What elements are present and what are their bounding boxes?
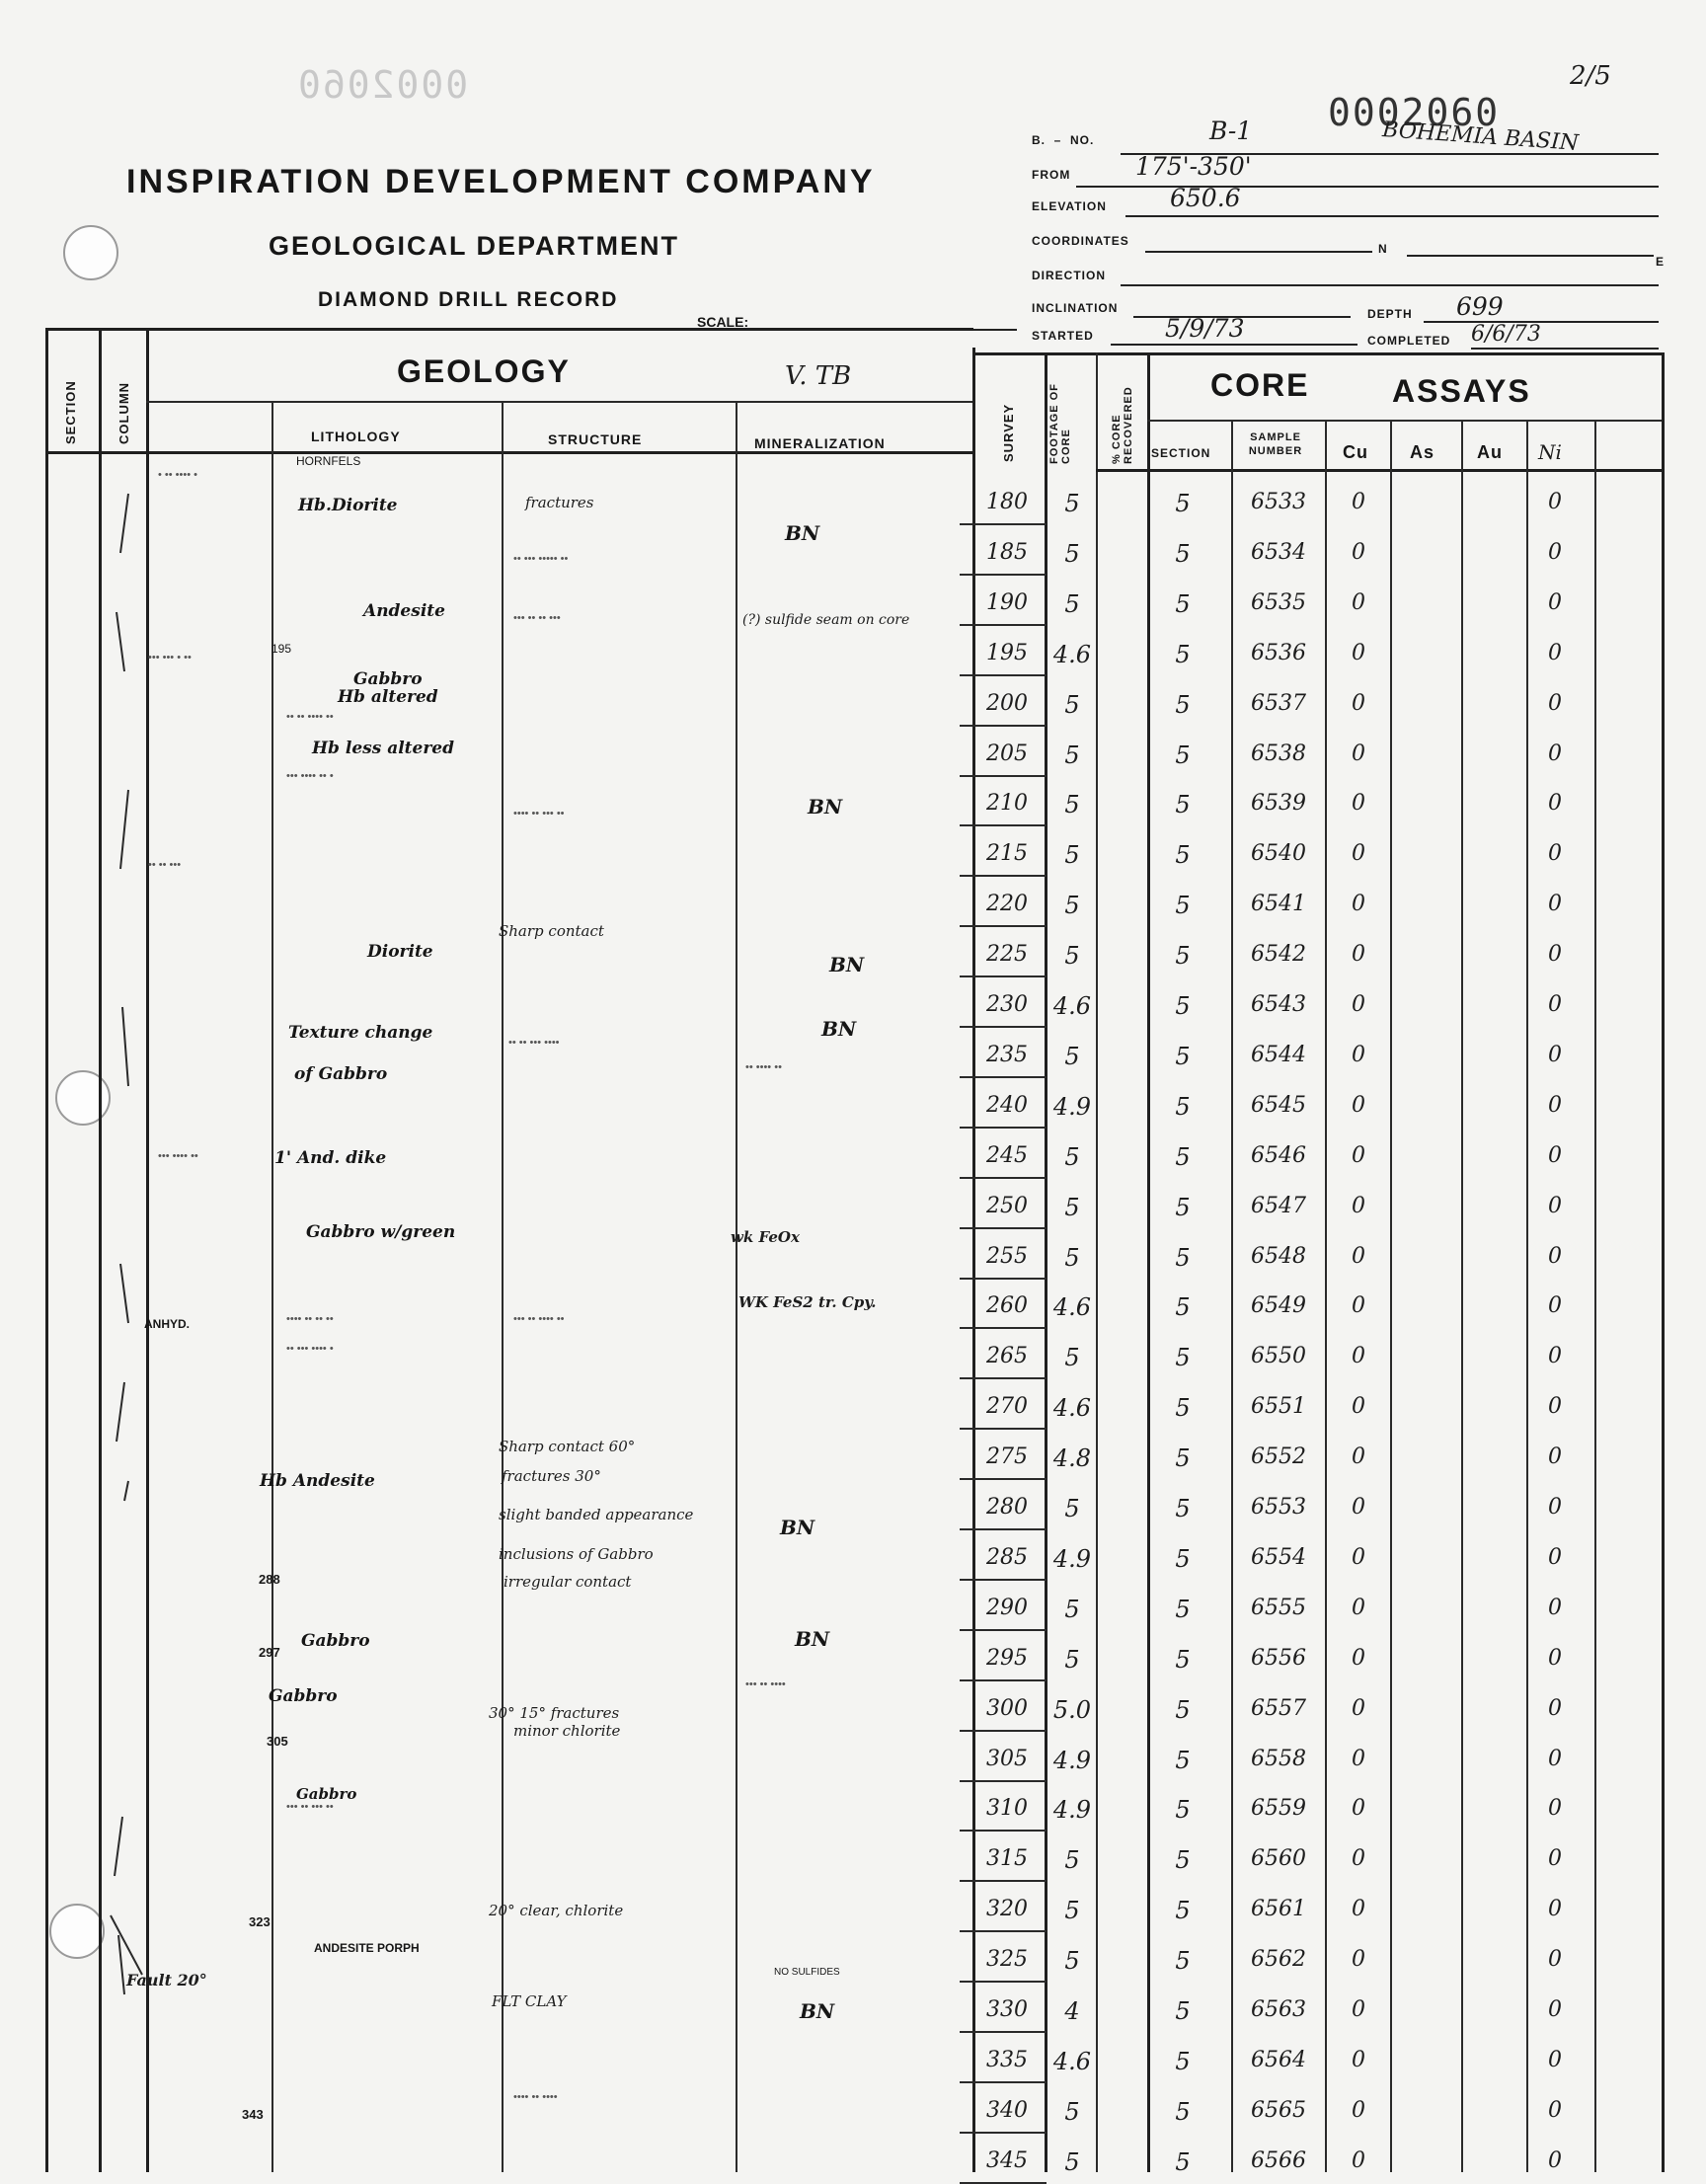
scale-label: SCALE:	[697, 314, 749, 330]
cu-cell: 0	[1352, 892, 1365, 917]
survey-tick-line	[960, 523, 1047, 525]
footage-cell: 4.9	[1052, 1746, 1092, 1774]
depth-value: 699	[1456, 292, 1504, 321]
ni-cell: 0	[1548, 1695, 1562, 1721]
survey-cell: 280	[986, 1495, 1028, 1520]
sample-number-cell: 6540	[1251, 841, 1306, 867]
ni-cell: 0	[1548, 1444, 1562, 1470]
survey-tick-line	[960, 925, 1047, 927]
column-strokes	[99, 454, 148, 2172]
ni-cell: 0	[1548, 1495, 1562, 1520]
footage-cell: 4.6	[1052, 992, 1092, 1020]
survey-tick-line	[960, 1579, 1047, 1581]
survey-cell: 250	[986, 1193, 1028, 1218]
mineralization-header: MINERALIZATION	[754, 435, 886, 451]
survey-tick-line	[960, 824, 1047, 826]
ni-cell: 0	[1548, 690, 1562, 716]
ni-cell: 0	[1548, 640, 1562, 665]
section-cell: 5	[1175, 1495, 1191, 1522]
survey-tick-line	[960, 1278, 1047, 1280]
sample-number-cell: 6555	[1251, 1595, 1306, 1620]
sample-number-cell: 6546	[1251, 1142, 1306, 1168]
footage-cell: 4.8	[1052, 1444, 1092, 1473]
sample-number-cell: 6566	[1251, 2147, 1306, 2173]
survey-cell: 190	[986, 589, 1028, 615]
coord-e-label: E	[1656, 255, 1666, 269]
survey-cell: 255	[986, 1243, 1028, 1269]
sample-number-header: SAMPLE NUMBER	[1248, 431, 1303, 457]
survey-cell: 320	[986, 1897, 1028, 1922]
survey-tick-line	[960, 875, 1047, 877]
footage-cell: 5	[1064, 690, 1080, 719]
cu-cell: 0	[1352, 1092, 1365, 1118]
section-cell: 5	[1175, 1595, 1191, 1623]
footage-cell: 4.6	[1052, 2047, 1092, 2075]
section-cell: 5	[1175, 1544, 1191, 1573]
cu-cell: 0	[1352, 1695, 1365, 1721]
ni-cell: 0	[1548, 1645, 1562, 1671]
cu-cell: 0	[1352, 1595, 1365, 1620]
cu-cell: 0	[1352, 1344, 1365, 1369]
cu-cell: 0	[1352, 1193, 1365, 1218]
survey-cell: 185	[986, 539, 1028, 565]
footage-cell: 4	[1064, 1997, 1080, 2025]
footage-cell: 5	[1064, 892, 1080, 920]
survey-tick-line	[960, 975, 1047, 977]
as-header: As	[1410, 442, 1435, 462]
sample-number-cell: 6537	[1251, 690, 1306, 716]
section-cell: 5	[1175, 1142, 1191, 1171]
page-number: 2/5	[1570, 61, 1611, 91]
binder-hole-top	[63, 225, 118, 280]
section-cell: 5	[1175, 1444, 1191, 1473]
ni-cell: 0	[1548, 1846, 1562, 1872]
cu-cell: 0	[1352, 1796, 1365, 1822]
cu-cell: 0	[1352, 1042, 1365, 1067]
cu-cell: 0	[1352, 1846, 1365, 1872]
cu-cell: 0	[1352, 690, 1365, 716]
footage-column-header: FOOTAGE OF CORE	[1048, 383, 1072, 464]
ni-cell: 0	[1548, 1796, 1562, 1822]
cu-cell: 0	[1352, 640, 1365, 665]
sample-number-cell: 6557	[1251, 1695, 1306, 1721]
footage-cell: 5	[1064, 1846, 1080, 1875]
survey-tick-line	[960, 1528, 1047, 1530]
ni-cell: 0	[1548, 892, 1562, 917]
completed-label: COMPLETED	[1367, 334, 1451, 348]
footage-cell: 5	[1064, 791, 1080, 819]
binder-hole-bottom	[49, 1904, 105, 1959]
cu-cell: 0	[1352, 1293, 1365, 1319]
survey-tick-line	[960, 1981, 1047, 1983]
section-cell: 5	[1175, 2047, 1191, 2075]
survey-tick-line	[960, 1780, 1047, 1782]
location-value: BOHEMIA BASIN	[1381, 117, 1580, 156]
column-column-header: COLUMN	[116, 381, 131, 444]
section-cell: 5	[1175, 539, 1191, 568]
section-cell: 5	[1175, 2097, 1191, 2126]
ni-cell: 0	[1548, 2147, 1562, 2173]
elevation-value: 650.6	[1170, 184, 1241, 212]
cu-cell: 0	[1352, 1142, 1365, 1168]
survey-column-header: SURVEY	[1001, 403, 1016, 462]
sample-number-cell: 6544	[1251, 1042, 1306, 1067]
footage-cell: 5	[1064, 942, 1080, 971]
document-number-stamp: 0002060	[1328, 91, 1501, 134]
cu-cell: 0	[1352, 490, 1365, 514]
ni-cell: 0	[1548, 1142, 1562, 1168]
ni-cell: 0	[1548, 2047, 1562, 2072]
bleed-through-number: 0002060	[296, 63, 469, 107]
cu-cell: 0	[1352, 2097, 1365, 2123]
section-cell: 5	[1175, 992, 1191, 1020]
sample-number-cell: 6564	[1251, 2047, 1306, 2072]
depth-label: DEPTH	[1367, 307, 1413, 321]
section-cell: 5	[1175, 1746, 1191, 1774]
sample-number-cell: 6538	[1251, 741, 1306, 766]
au-header: Au	[1477, 442, 1503, 462]
section-column-header: SECTION	[63, 380, 78, 444]
survey-cell: 295	[986, 1645, 1028, 1671]
ni-cell: 0	[1548, 1092, 1562, 1118]
section-assay-header: SECTION	[1151, 446, 1211, 460]
footage-cell: 5	[1064, 539, 1080, 568]
ni-cell: 0	[1548, 589, 1562, 615]
survey-tick-line	[960, 1730, 1047, 1732]
footage-cell: 5	[1064, 1495, 1080, 1522]
core-heading: CORE	[1210, 367, 1310, 403]
footage-cell: 5	[1064, 1243, 1080, 1272]
section-cell: 5	[1175, 1193, 1191, 1221]
section-cell: 5	[1175, 690, 1191, 719]
section-cell: 5	[1175, 741, 1191, 769]
survey-cell: 345	[986, 2147, 1028, 2173]
structure-header: STRUCTURE	[548, 431, 643, 447]
footage-cell: 5	[1064, 1193, 1080, 1221]
survey-tick-line	[960, 1227, 1047, 1229]
section-cell: 5	[1175, 1243, 1191, 1272]
section-cell: 5	[1175, 1394, 1191, 1423]
sample-number-cell: 6535	[1251, 589, 1306, 615]
survey-tick-line	[960, 624, 1047, 626]
survey-tick-line	[960, 1076, 1047, 1078]
footage-cell: 5	[1064, 1947, 1080, 1976]
survey-tick-line	[960, 2081, 1047, 2083]
sample-number-cell: 6562	[1251, 1947, 1306, 1973]
sample-number-cell: 6550	[1251, 1344, 1306, 1369]
ni-cell: 0	[1548, 1293, 1562, 1319]
ni-cell: 0	[1548, 1997, 1562, 2022]
sample-number-cell: 6542	[1251, 942, 1306, 968]
survey-cell: 285	[986, 1544, 1028, 1570]
cu-cell: 0	[1352, 1444, 1365, 1470]
survey-cell: 290	[986, 1595, 1028, 1620]
cu-cell: 0	[1352, 589, 1365, 615]
survey-cell: 230	[986, 992, 1028, 1017]
section-cell: 5	[1175, 1846, 1191, 1875]
ni-cell: 0	[1548, 1344, 1562, 1369]
ni-cell: 0	[1548, 1544, 1562, 1570]
section-cell: 5	[1175, 1092, 1191, 1121]
ni-cell: 0	[1548, 942, 1562, 968]
sample-number-cell: 6541	[1251, 892, 1306, 917]
ni-cell: 0	[1548, 539, 1562, 565]
section-cell: 5	[1175, 490, 1191, 517]
sample-number-cell: 6551	[1251, 1394, 1306, 1420]
survey-tick-line	[960, 775, 1047, 777]
section-cell: 5	[1175, 942, 1191, 971]
survey-cell: 325	[986, 1947, 1028, 1973]
ni-cell: 0	[1548, 2097, 1562, 2123]
ni-cell: 0	[1548, 1595, 1562, 1620]
elevation-label: ELEVATION	[1032, 199, 1107, 213]
record-title: DIAMOND DRILL RECORD	[318, 288, 619, 311]
survey-cell: 205	[986, 741, 1028, 766]
sample-number-cell: 6534	[1251, 539, 1306, 565]
survey-cell: 305	[986, 1746, 1028, 1771]
section-cell: 5	[1175, 1947, 1191, 1976]
footage-cell: 4.6	[1052, 1293, 1092, 1322]
survey-tick-line	[960, 725, 1047, 727]
survey-tick-line	[960, 1478, 1047, 1480]
footage-cell: 5.0	[1052, 1695, 1092, 1724]
section-cell: 5	[1175, 1695, 1191, 1724]
footage-cell: 4.9	[1052, 1544, 1092, 1573]
coordinates-label: COORDINATES	[1032, 234, 1129, 248]
survey-cell: 270	[986, 1394, 1028, 1420]
footage-cell: 4.9	[1052, 1092, 1092, 1121]
survey-tick-line	[960, 1127, 1047, 1129]
survey-cell: 340	[986, 2097, 1028, 2123]
sample-number-cell: 6554	[1251, 1544, 1306, 1570]
footage-cell: 5	[1064, 1595, 1080, 1623]
geology-heading: GEOLOGY	[397, 353, 571, 389]
survey-tick-line	[960, 2132, 1047, 2134]
sample-number-cell: 6565	[1251, 2097, 1306, 2123]
ni-cell: 0	[1548, 791, 1562, 817]
survey-tick-line	[960, 1026, 1047, 1028]
sample-number-cell: 6560	[1251, 1846, 1306, 1872]
section-cell: 5	[1175, 589, 1191, 618]
survey-cell: 265	[986, 1344, 1028, 1369]
cu-cell: 0	[1352, 1997, 1365, 2022]
survey-tick-line	[960, 1830, 1047, 1832]
survey-cell: 315	[986, 1846, 1028, 1872]
cu-cell: 0	[1352, 791, 1365, 817]
company-name: INSPIRATION DEVELOPMENT COMPANY	[126, 163, 876, 200]
ni-cell: 0	[1548, 1042, 1562, 1067]
footage-cell: 4.6	[1052, 640, 1092, 668]
ni-header: Ni	[1538, 440, 1562, 464]
ni-cell: 0	[1548, 992, 1562, 1017]
survey-cell: 275	[986, 1444, 1028, 1470]
from-value: 175'-350'	[1135, 152, 1252, 181]
survey-tick-line	[960, 1880, 1047, 1882]
survey-tick-line	[960, 1377, 1047, 1379]
cu-cell: 0	[1352, 841, 1365, 867]
survey-tick-line	[960, 2182, 1047, 2184]
cu-cell: 0	[1352, 1746, 1365, 1771]
cu-cell: 0	[1352, 2047, 1365, 2072]
sample-number-cell: 6543	[1251, 992, 1306, 1017]
survey-tick-line	[960, 2031, 1047, 2033]
sample-number-cell: 6547	[1251, 1193, 1306, 1218]
footage-cell: 5	[1064, 2097, 1080, 2126]
sample-number-cell: 6536	[1251, 640, 1306, 665]
sample-number-cell: 6558	[1251, 1746, 1306, 1771]
survey-tick-line	[960, 574, 1047, 576]
sample-number-cell: 6563	[1251, 1997, 1306, 2022]
footage-cell: 4.9	[1052, 1796, 1092, 1825]
no-label: NO.	[1070, 133, 1095, 147]
survey-cell: 225	[986, 942, 1028, 968]
started-label: STARTED	[1032, 329, 1094, 343]
cu-cell: 0	[1352, 1544, 1365, 1570]
section-cell: 5	[1175, 892, 1191, 920]
cu-cell: 0	[1352, 1947, 1365, 1973]
survey-cell: 245	[986, 1142, 1028, 1168]
fault-note: Fault 20°	[126, 1971, 207, 1989]
cu-cell: 0	[1352, 1495, 1365, 1520]
cu-cell: 0	[1352, 1394, 1365, 1420]
ni-cell: 0	[1548, 1746, 1562, 1771]
sample-number-cell: 6545	[1251, 1092, 1306, 1118]
completed-value: 6/6/73	[1471, 322, 1541, 347]
lithology-header: LITHOLOGY	[311, 429, 401, 444]
section-cell: 5	[1175, 1796, 1191, 1825]
ni-cell: 0	[1548, 490, 1562, 514]
sample-number-cell: 6533	[1251, 490, 1306, 514]
footage-cell: 5	[1064, 741, 1080, 769]
core-recovered-column-header: % CORE RECOVERED	[1111, 386, 1134, 464]
footage-cell: 5	[1064, 589, 1080, 618]
section-cell: 5	[1175, 1645, 1191, 1674]
sample-number-cell: 6561	[1251, 1897, 1306, 1922]
survey-tick-line	[960, 1930, 1047, 1932]
inclination-label: INCLINATION	[1032, 301, 1119, 315]
ni-cell: 0	[1548, 1243, 1562, 1269]
footage-cell: 4.6	[1052, 1394, 1092, 1423]
cu-header: Cu	[1343, 442, 1368, 462]
survey-cell: 330	[986, 1997, 1028, 2022]
section-cell: 5	[1175, 1042, 1191, 1070]
survey-tick-line	[960, 1177, 1047, 1179]
section-cell: 5	[1175, 1897, 1191, 1925]
survey-cell: 335	[986, 2047, 1028, 2072]
sample-number-cell: 6559	[1251, 1796, 1306, 1822]
footage-cell: 5	[1064, 1645, 1080, 1674]
survey-cell: 310	[986, 1796, 1028, 1822]
survey-cell: 240	[986, 1092, 1028, 1118]
ni-cell: 0	[1548, 1193, 1562, 1218]
direction-label: DIRECTION	[1032, 269, 1106, 282]
anhydrite-note: ANHYD.	[144, 1317, 191, 1331]
footage-cell: 5	[1064, 1344, 1080, 1372]
sample-number-cell: 6552	[1251, 1444, 1306, 1470]
section-cell: 5	[1175, 2147, 1191, 2176]
sample-number-cell: 6539	[1251, 791, 1306, 817]
survey-tick-line	[960, 1428, 1047, 1430]
cu-cell: 0	[1352, 741, 1365, 766]
section-cell: 5	[1175, 1997, 1191, 2025]
footage-cell: 5	[1064, 1042, 1080, 1070]
survey-cell: 220	[986, 892, 1028, 917]
cu-cell: 0	[1352, 992, 1365, 1017]
ni-cell: 0	[1548, 841, 1562, 867]
survey-cell: 235	[986, 1042, 1028, 1067]
survey-cell: 215	[986, 841, 1028, 867]
geology-annotation: V. TB	[785, 361, 852, 391]
sample-number-cell: 6548	[1251, 1243, 1306, 1269]
coord-n-label: N	[1378, 242, 1388, 256]
survey-tick-line	[960, 1679, 1047, 1681]
survey-cell: 210	[986, 791, 1028, 817]
ni-cell: 0	[1548, 741, 1562, 766]
footage-cell: 5	[1064, 1142, 1080, 1171]
no-value: B-1	[1209, 117, 1253, 145]
from-label: FROM	[1032, 168, 1071, 182]
department-name: GEOLOGICAL DEPARTMENT	[269, 231, 680, 261]
started-value: 5/9/73	[1165, 314, 1245, 343]
cu-cell: 0	[1352, 1243, 1365, 1269]
section-cell: 5	[1175, 640, 1191, 668]
footage-cell: 5	[1064, 841, 1080, 870]
ni-cell: 0	[1548, 1947, 1562, 1973]
ni-cell: 0	[1548, 1394, 1562, 1420]
footage-cell: 5	[1064, 490, 1080, 517]
survey-tick-line	[960, 1629, 1047, 1631]
sample-number-cell: 6549	[1251, 1293, 1306, 1319]
survey-cell: 180	[986, 490, 1028, 514]
footage-cell: 5	[1064, 1897, 1080, 1925]
section-cell: 5	[1175, 1344, 1191, 1372]
section-cell: 5	[1175, 1293, 1191, 1322]
survey-tick-line	[960, 674, 1047, 676]
cu-cell: 0	[1352, 539, 1365, 565]
survey-cell: 200	[986, 690, 1028, 716]
ni-cell: 0	[1548, 1897, 1562, 1922]
cu-cell: 0	[1352, 2147, 1365, 2173]
survey-cell: 260	[986, 1293, 1028, 1319]
assays-heading: ASSAYS	[1392, 373, 1531, 409]
cu-cell: 0	[1352, 1897, 1365, 1922]
survey-cell: 300	[986, 1695, 1028, 1721]
survey-tick-line	[960, 1327, 1047, 1329]
survey-cell: 195	[986, 640, 1028, 665]
sample-number-cell: 6553	[1251, 1495, 1306, 1520]
section-cell: 5	[1175, 841, 1191, 870]
cu-cell: 0	[1352, 1645, 1365, 1671]
section-cell: 5	[1175, 791, 1191, 819]
cu-cell: 0	[1352, 942, 1365, 968]
footage-cell: 5	[1064, 2147, 1080, 2176]
sample-number-cell: 6556	[1251, 1645, 1306, 1671]
